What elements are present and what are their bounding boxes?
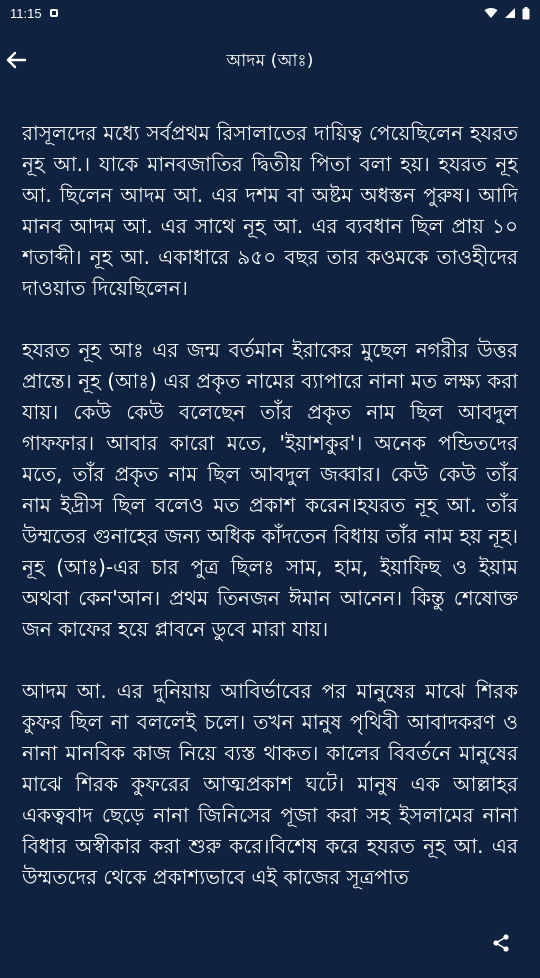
status-bar [0,0,540,26]
status-right [484,7,530,20]
signal-icon [504,7,516,19]
article-paragraph: হযরত নূহ আঃ এর জন্ম বর্তমান ইরাকের মুছেল নগরীর উত্তর প্রান্তে। নূহ (আঃ) এর প্রকৃত নামের ব্যাপারে নানা মত লক্ষ্য করা যায়। কেউ কেউ বলেছেন তাঁর প্রকৃত নাম ছিল আবদুল গাফফার। আবার কারো মতে, 'ইয়াশকুর'। অনেক পন্ডিতদের মতে, তাঁর প্রকৃত নাম ছিল আবদুল জব্বার। কেউ কেউ তাঁর নাম ইদ্রীস ছিল বলেও মত প্রকাশ করেন।হযরত নূহ আ. তাঁর উম্মতের গুনাহের জন্য অধিক কাঁদতেন বিধায় তাঁর নাম হয় নূহ। নূহ (আঃ)-এর চার পুত্র ছিলঃ সাম, হাম, ইয়াফিছ ও ইয়াম অথবা কেন'আন। প্রথম তিনজন ঈমান আনেন। কিন্তু শেষোক্ত জন কাফের হয়ে প্লাবনে ডুবে মারা যায়। [22,338,518,641]
article-paragraph: রাসূলদের মধ্যে সর্বপ্রথম রিসালাতের দায়িত্ব পেয়েছিলেন হযরত নূহ আ.। যাকে মানবজাতির দ্বিতীয় পিতা বলা হয়। হযরত নূহ আ. ছিলেন আদম আ. এর দশম বা অষ্টম অধস্তন পুরুষ। আদি মানব আদম আ. এর সাথে নূহ আ. এর ব্যবধান ছিল প্রায় ১০ শতাব্দী। নূহ আ. একাধারে ৯৫০ বছর তার কওমকে তাওহীদের দাওয়াত দিয়েছিলেন। [22,121,518,300]
article-paragraph: আদম আ. এর দুনিয়ায় আবির্ভাবের পর মানুষের মাঝে শিরক কুফর ছিল না বললেই চলে। তখন মানুষ পৃথিবী আবাদকরণ ও নানা মানবিক কাজ নিয়ে ব্যস্ত থাকত। কালের বিবর্তনে মানুষের মাঝে শিরক কুফরের আত্মপ্রকাশ ঘটে। মানুষ এক আল্লাহর একত্ববাদ ছেড়ে নানা জিনিসের পূজা করা সহ ইসলামের নানা বিধার অস্বীকার করা শুরু করে।বিশেষ করে হযরত নূহ আ. এর উম্মতদের থেকে প্রকাশ্যভাবে এই কাজের সূত্রপাত [22,679,518,889]
wifi-icon [484,7,498,19]
article-content[interactable] [22,118,518,978]
share-icon [491,933,511,953]
share-button[interactable] [486,928,516,958]
battery-icon [522,7,530,20]
status-left [10,6,58,21]
status-time: 11:15 [10,5,42,21]
arrow-left-icon [5,49,27,71]
app-bar [0,26,540,98]
notification-icon [50,9,58,17]
back-button[interactable] [0,38,32,82]
page-title: আদম (আঃ) [226,51,314,71]
